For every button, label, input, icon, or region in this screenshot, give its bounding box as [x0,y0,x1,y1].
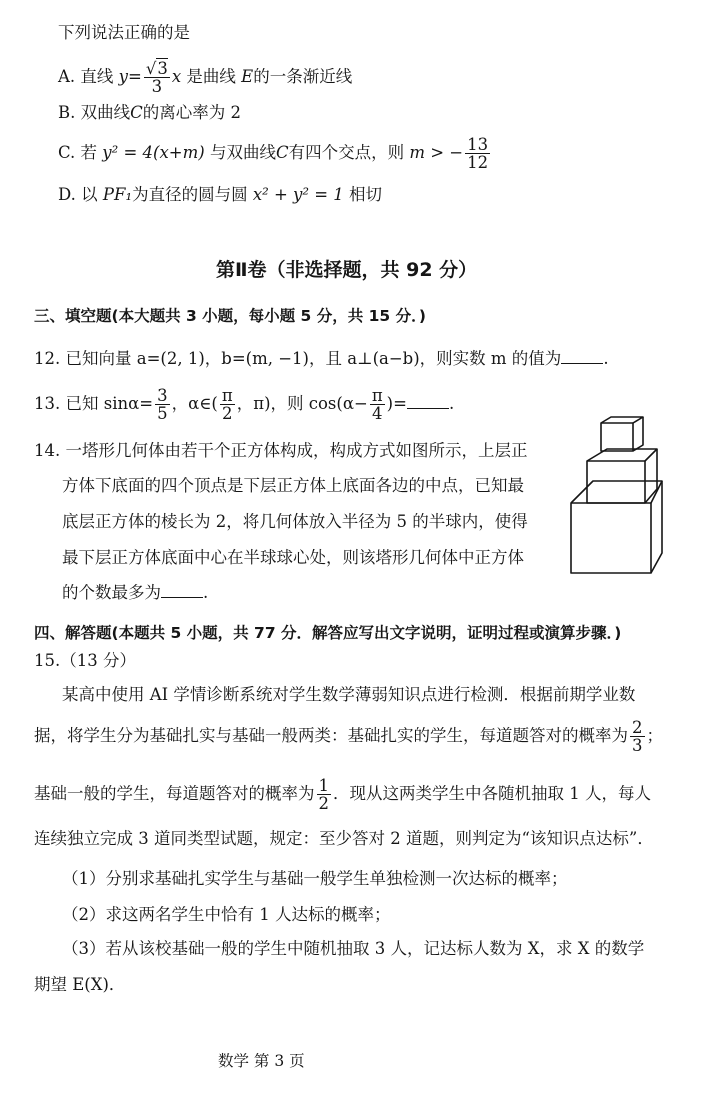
q14-line1: 14. 一塔形几何体由若干个正方体构成，构成方式如图所示，上层正 [34,441,528,460]
choice-a-eq: = [127,67,142,86]
q15-p3: 基础一般的学生，每道题答对的概率为 [34,784,315,803]
q15-sub2: （2）求这两名学生中恰有 1 人达标的概率； [62,905,391,924]
choices-stem: 下列说法正确的是 [58,23,190,42]
choice-d-pf: PF₁ [102,185,133,204]
answer-blank-13[interactable] [407,394,449,409]
choice-c-text2: 有四个交点，则 [288,143,405,162]
choice-d [58,184,382,206]
middle-cube-front [587,461,645,503]
q13-mid: ，α∈( [171,394,218,413]
fraction-2-over-3 [630,719,645,754]
section3-title: 三、填空题(本大题共 3 小题，每小题 5 分，共 15 分．) [34,307,426,325]
fraction-pi-over-4 [370,387,385,422]
q15-p3-row [34,774,651,814]
q13-num2: π [221,386,233,405]
fraction-13-over-12 [465,136,490,171]
choice-d-tail: 相切 [349,185,383,204]
choice-a-y: y [118,67,128,86]
choice-d-expr: x² + y² = 1 [252,185,344,204]
choice-a-num: 3 [157,59,168,78]
choice-b-c: C [130,103,143,122]
question-12 [34,348,609,370]
q12-text: 12. 已知向量 a=(2, 1)，b=(m, −1)，且 a⊥(a−b)，则实数 m 的值为 [34,349,562,368]
choice-c-gt: > − [430,143,464,162]
choice-a [58,58,352,96]
section4-title: 四、解答题(本题共 5 小题，共 77 分．解答应写出文字说明，证明过程或演算步骤．) [34,624,622,642]
q14-line4: 最下层正方体底面中心在半球球心处，则该塔形几何体中正方体 [62,548,524,567]
answer-blank-14[interactable] [161,583,203,598]
q15-p4: 连续独立完成 3 道同类型试题，规定：至少答对 2 道题，则判定为“该知识点达标”． [34,829,654,848]
choice-a-label: A. 直线 [58,67,114,86]
q13-num3: π [371,386,383,405]
q13-pre: 13. 已知 sinα= [34,394,154,413]
choice-c-den: 12 [467,153,489,172]
q14-line3: 底层正方体的棱长为 2，将几何体放入半径为 5 的半球内，使得 [62,512,528,531]
choice-b-label: B. 双曲线 [58,103,131,122]
q13-num1: 3 [157,386,168,405]
q13-mid2: ，π)，则 cos(α− [236,394,368,413]
choice-a-den: 3 [151,77,163,96]
choice-c-text: 与双曲线 [209,143,276,162]
q13-den3: 4 [371,404,383,423]
q12-end: . [603,349,609,368]
fraction-pi-over-2 [220,387,235,422]
tower-cubes-figure [565,415,665,577]
top-cube-front [601,423,633,451]
q15-p2den: 3 [632,736,643,755]
choice-a-tail: 的一条渐近线 [253,67,353,86]
top-cube-top [601,417,643,423]
choice-d-label: D. 以 [58,185,98,204]
choice-b [58,102,241,124]
fraction-3-over-5 [155,387,170,422]
choice-c-m: m [409,143,425,162]
q13-post: )= [386,394,407,413]
q14-line5: 的个数最多为 [62,583,161,602]
fraction-sqrt3-over-3: $\frac{√3}{3}$ [145,59,168,96]
q14-end: . [203,583,209,602]
q14-line2: 方体下底面的四个顶点是下层正方体上底面各边的中点，已知最 [62,476,524,495]
choice-c-label: C. 若 [58,143,98,162]
q15-p1: 某高中使用 AI 学情诊断系统对学生数学薄弱知识点进行检测．根据前期学业数 [62,685,636,704]
q15-header: 15.（13 分） [34,651,136,670]
q13-den2: 2 [222,404,233,423]
q13-den1: 5 [157,404,168,423]
q14-line5-row [62,582,208,604]
choice-a-text: 是曲线 [186,67,236,86]
q15-p3den: 2 [318,794,329,813]
q15-p3end: ．现从这两类学生中各随机抽取 1 人，每人 [333,784,651,803]
choice-c [58,134,492,172]
page-footer: 数学 第 3 页 [218,1052,305,1070]
bottom-cube-front [571,503,651,573]
q15-p2-row [34,716,663,756]
q15-p2end: ； [646,726,663,745]
q15-sub3-cont: 期望 E(X)． [34,975,126,994]
q15-sub1: （1）分别求基础扎实学生与基础一般学生单独检测一次达标的概率； [62,869,568,888]
fraction-1-over-2 [317,777,332,812]
choice-d-text: 为直径的圆与圆 [132,185,248,204]
part2-title: 第Ⅱ卷（非选择题，共 92 分） [216,259,478,281]
q15-sub3: （3）若从该校基础一般的学生中随机抽取 3 人，记达标人数为 X，求 X 的数学 [62,939,645,958]
choice-b-tail: 的离心率为 2 [142,103,241,122]
choice-c-num: 13 [467,135,489,154]
choice-c-c: C [275,143,289,162]
q15-p3num: 1 [318,776,329,795]
q15-p2: 据，将学生分为基础扎实与基础一般两类：基础扎实的学生，每道题答对的概率为 [34,726,628,745]
choice-c-expr: y² = 4(x+m) [102,143,205,162]
choice-a-x: x [171,67,182,86]
answer-blank-12[interactable] [561,349,603,364]
q15-p2num: 2 [632,718,643,737]
q13-end: . [448,394,455,413]
choice-a-e: E [241,67,254,86]
question-13 [34,384,454,424]
